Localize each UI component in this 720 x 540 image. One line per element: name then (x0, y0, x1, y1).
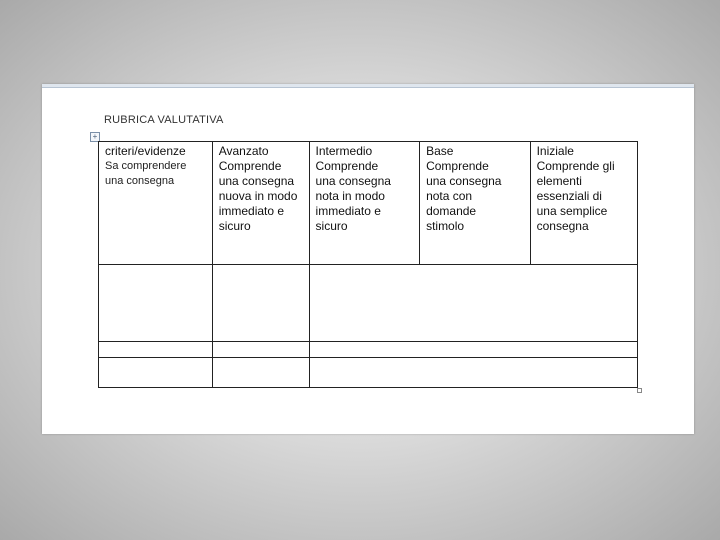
table-cell-merged[interactable] (309, 265, 637, 342)
level-text-line: una consegna (218, 174, 295, 188)
level-name: Iniziale (536, 144, 574, 158)
level-text-line: nuova in modo (218, 189, 298, 203)
level-text-line: essenziali di (536, 189, 602, 203)
table-row-header (99, 142, 638, 265)
level-text-line: sicuro (218, 219, 251, 233)
level-text-line: nota con (426, 189, 473, 203)
table-row (99, 265, 638, 342)
table-cell[interactable] (212, 342, 309, 358)
criteria-label: criteri/evidenze (105, 144, 186, 158)
level-text-line: elementi (536, 174, 582, 188)
level-text-line: consegna (536, 219, 589, 233)
level-text-line: Comprende (426, 159, 489, 173)
level-text-line: Comprende (218, 159, 282, 173)
table-cell[interactable] (99, 358, 213, 388)
level-cell-base[interactable] (420, 142, 531, 265)
level-text-line: Comprende (315, 159, 379, 173)
level-name: Avanzato (218, 144, 269, 158)
document-page (42, 84, 694, 434)
level-text-line: stimolo (426, 219, 465, 233)
level-text-line: Comprende gli (536, 159, 615, 173)
document-title: RUBRICA VALUTATIVA (104, 114, 224, 126)
level-cell-iniziale[interactable] (530, 142, 637, 265)
table-cell[interactable] (99, 342, 213, 358)
level-name: Intermedio (315, 144, 373, 158)
ruler-bar (42, 84, 694, 88)
table-cell[interactable] (99, 265, 213, 342)
level-cell-avanzato[interactable] (212, 142, 309, 265)
level-text-line: immediato e (315, 204, 381, 218)
level-text-line: sicuro (315, 219, 348, 233)
table-cell[interactable] (212, 358, 309, 388)
level-text-line: una semplice (536, 204, 608, 218)
level-name: Base (426, 144, 454, 158)
table-cell-merged[interactable] (309, 342, 637, 358)
table-move-handle-icon[interactable]: + (90, 132, 100, 142)
table-cell-merged[interactable] (309, 358, 637, 388)
table-row (99, 358, 638, 388)
criteria-cell[interactable] (99, 142, 213, 265)
rubric-table (98, 141, 638, 388)
level-text-line: immediato e (218, 204, 285, 218)
table-row (99, 342, 638, 358)
level-text-line: domande (426, 204, 477, 218)
table-resize-handle-icon[interactable] (637, 388, 642, 393)
level-cell-intermedio[interactable] (309, 142, 420, 265)
level-text-line: una consegna (315, 174, 391, 188)
level-text-line: una consegna (426, 174, 502, 188)
level-text-line: nota in modo (315, 189, 385, 203)
criteria-text-line: una consegna (105, 175, 175, 187)
table-cell[interactable] (212, 265, 309, 342)
criteria-text-line: Sa comprendere (105, 160, 187, 172)
